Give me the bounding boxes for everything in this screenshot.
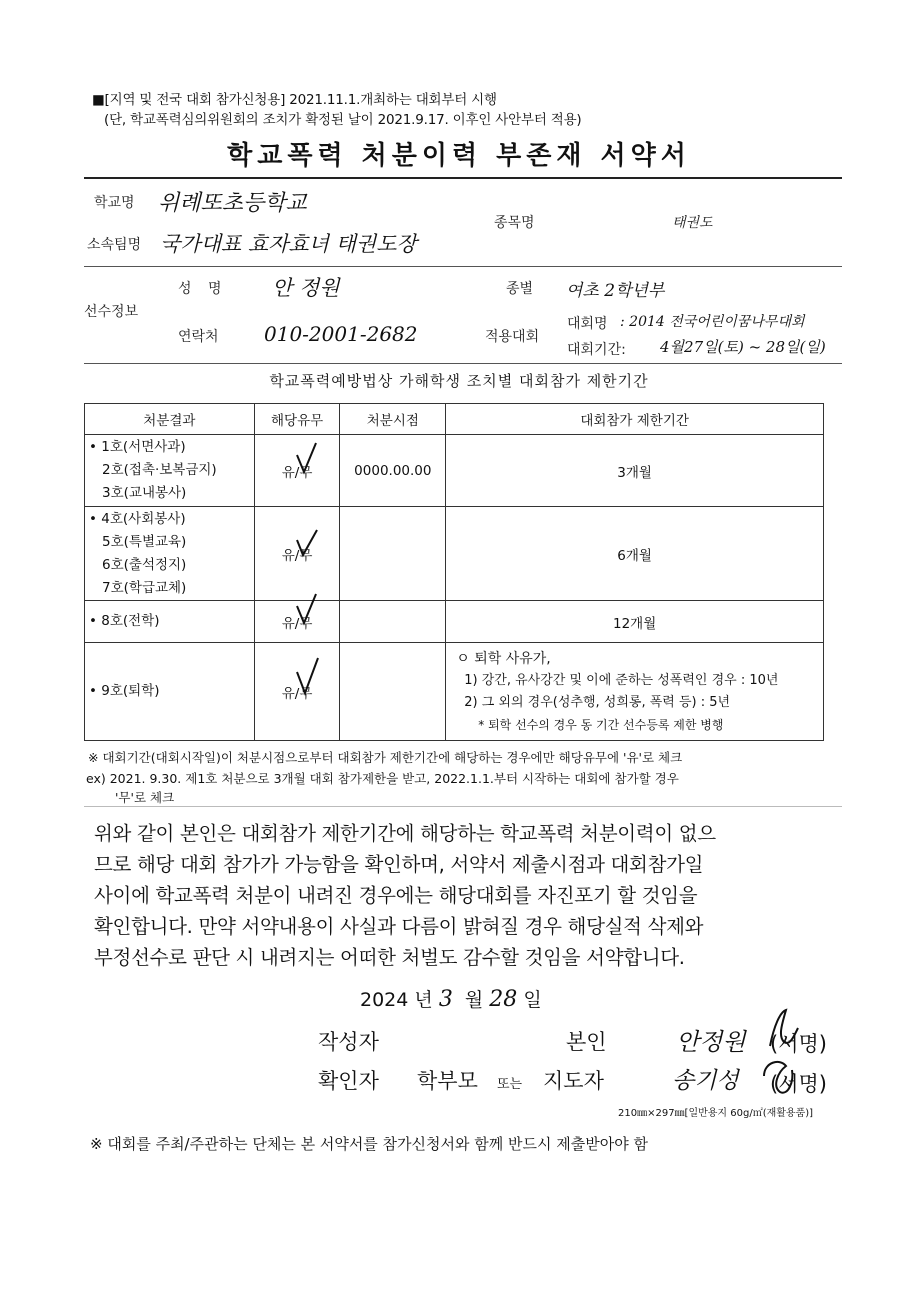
disposition-table: [84, 403, 824, 741]
contact-value: 010-2001-2682: [264, 322, 418, 346]
note-divider: [84, 806, 842, 807]
period-cell: 12개월: [446, 601, 824, 643]
info-top-border: [84, 177, 842, 179]
pledge-line: 부정선수로 판단 시 내려지는 어떠한 처벌도 감수할 것임을 서약합니다.: [94, 946, 685, 969]
item: • 9호(퇴학): [89, 683, 160, 699]
check-icon: [295, 656, 321, 696]
result-cell: [85, 643, 255, 741]
year: 2024: [360, 989, 409, 1011]
event-label: 종목명: [494, 215, 535, 231]
pledge-paragraph: [94, 818, 834, 973]
guide-label: 지도자: [543, 1069, 604, 1093]
col-period-header: 대회참가 제한기간: [446, 404, 824, 435]
applicable-cell: [254, 507, 340, 601]
paper-spec: 210㎜×297㎜[일반용지 60g/㎡(재활용품)]: [618, 1108, 814, 1119]
or-label: 또는: [497, 1077, 523, 1092]
item: 7호(학급교체): [102, 579, 187, 596]
pledge-line: 확인합니다. 만약 서약내용이 사실과 다름이 밝혀질 경우 해당실적 삭제와: [94, 915, 704, 938]
item: • 1호(서면사과): [89, 439, 186, 455]
competition-period-value: 4월27일(토) ~ 28일(일): [660, 338, 826, 356]
date-cell: [340, 507, 446, 601]
pledge-date: [360, 985, 542, 1012]
check-icon: [295, 524, 319, 558]
reason-line: 2) 그 외의 경우(성추행, 성희롱, 폭력 등) : 5년: [464, 694, 731, 710]
category-value: 여초 2학년부: [566, 281, 665, 301]
team-value: 국가대표 효자효녀 태권도장: [160, 232, 417, 256]
mark-text: 유/무: [281, 615, 313, 632]
item: 3호(교내봉사): [102, 485, 187, 501]
name-label: 성 명: [178, 281, 228, 297]
day: 28: [489, 987, 518, 1012]
item: • 8호(전학): [89, 613, 160, 629]
table-row: [85, 601, 824, 643]
table-heading: 학교폭력예방법상 가해학생 조치별 대회참가 제한기간: [269, 372, 649, 390]
applicable-cell: [254, 435, 340, 507]
month: 3: [438, 987, 453, 1012]
col-applicable-header: 해당유무: [254, 404, 340, 435]
table-row: [85, 435, 824, 507]
period-cell: 3개월: [446, 435, 824, 507]
competition-period-label: 대회기간:: [567, 342, 626, 358]
item: 6호(출석정지): [102, 556, 187, 573]
col-result-header: 처분결과: [85, 404, 255, 435]
document-title: 학교폭력 처분이력 부존재 서약서: [227, 141, 691, 171]
contact-label: 연락처: [178, 329, 219, 345]
reason-line: ㅇ 퇴학 사유가,: [456, 650, 551, 667]
period-cell: 6개월: [446, 507, 824, 601]
header-note-2: (단, 학교폭력심의위원회의 조치가 확정된 날이 2021.9.17. 이후인 사안부터 적용): [104, 112, 582, 128]
writer-label: 작성자: [318, 1030, 379, 1054]
school-label: 학교명: [94, 195, 135, 211]
month-unit: 월: [464, 989, 484, 1011]
self-signature-mark: [764, 1006, 804, 1052]
date-cell: [340, 643, 446, 741]
guardian-sign-label: (서명): [770, 1072, 827, 1096]
date-cell: 0000.00.00: [340, 435, 446, 507]
note-1: ※ 대회기간(대회시작일)이 처분시점으로부터 대회참가 제한기간에 해당하는 경우에만 해당유무에 '유'로 체크: [88, 750, 683, 765]
player-section-label: 선수정보: [84, 304, 139, 320]
header-note-1: ■[지역 및 전국 대회 참가신청용] 2021.11.1.개최하는 대회부터 시행: [92, 92, 497, 108]
note-2: ex) 2021. 9.30. 제1호 처분으로 3개월 대회 참가제한을 받고, 2022.1.1.부터 시작하는 대회에 참가할 경우: [86, 771, 679, 786]
parent-label: 학부모: [417, 1069, 478, 1093]
item: 2호(접촉·보복금지): [102, 462, 217, 478]
name-value: 안 정원: [272, 276, 340, 300]
pledge-line: 사이에 학교폭력 처분이 내려진 경우에는 해당대회를 자진포기 할 것임을: [94, 884, 698, 907]
result-cell: [85, 601, 255, 643]
check-icon: [295, 441, 319, 475]
period-cell: [446, 643, 824, 741]
competition-name-label: 대회명: [567, 316, 608, 332]
mark-text: 유/무: [281, 464, 313, 481]
footer-note: ※ 대회를 주최/주관하는 단체는 본 서약서를 참가신청서와 함께 반드시 제출받아야 함: [90, 1135, 648, 1153]
applicable-cell: [254, 601, 340, 643]
info-bottom-border: [84, 363, 842, 364]
info-mid-border: [84, 266, 842, 267]
school-value: 위례또초등학교: [158, 191, 307, 216]
self-sign-label: (서명): [770, 1032, 827, 1056]
pledge-line: 위와 같이 본인은 대회참가 제한기간에 해당하는 학교폭력 처분이력이 없으: [94, 822, 716, 845]
self-label: 본인: [566, 1030, 607, 1054]
confirmer-label: 확인자: [318, 1069, 379, 1093]
result-cell: [85, 435, 255, 507]
mark-text: 유/무: [281, 547, 313, 564]
day-unit: 일: [523, 989, 542, 1011]
mark-text: 유/무: [281, 685, 313, 702]
table-header-row: [85, 404, 824, 435]
table-row: [85, 643, 824, 741]
note-3: '무'로 체크: [115, 790, 175, 805]
competition-label: 적용대회: [485, 329, 540, 345]
category-label: 종별: [506, 281, 534, 297]
reason-line: 1) 강간, 유사강간 및 이에 준하는 성폭력인 경우 : 10년: [464, 672, 779, 688]
check-icon: [295, 592, 319, 626]
reason-line: * 퇴학 선수의 경우 동 기간 선수등록 제한 병행: [478, 717, 724, 732]
date-cell: [340, 601, 446, 643]
self-name: 안정원: [676, 1028, 746, 1056]
pledge-line: 므로 해당 대회 참가가 가능함을 확인하며, 서약서 제출시점과 대회참가일: [94, 853, 704, 876]
guardian-name: 송기성: [672, 1068, 739, 1094]
competition-name-value: : 2014 전국어린이꿈나무대회: [620, 314, 805, 330]
applicable-cell: [254, 643, 340, 741]
team-label: 소속팀명: [87, 237, 142, 253]
result-cell: [85, 507, 255, 601]
item: 5호(특별교육): [102, 533, 187, 550]
col-date-header: 처분시점: [340, 404, 446, 435]
guardian-signature-mark: [756, 1052, 800, 1100]
event-value: 태권도: [672, 215, 713, 231]
item: • 4호(사회봉사): [89, 510, 186, 527]
year-unit: 년: [414, 989, 433, 1011]
table-row: [85, 507, 824, 601]
